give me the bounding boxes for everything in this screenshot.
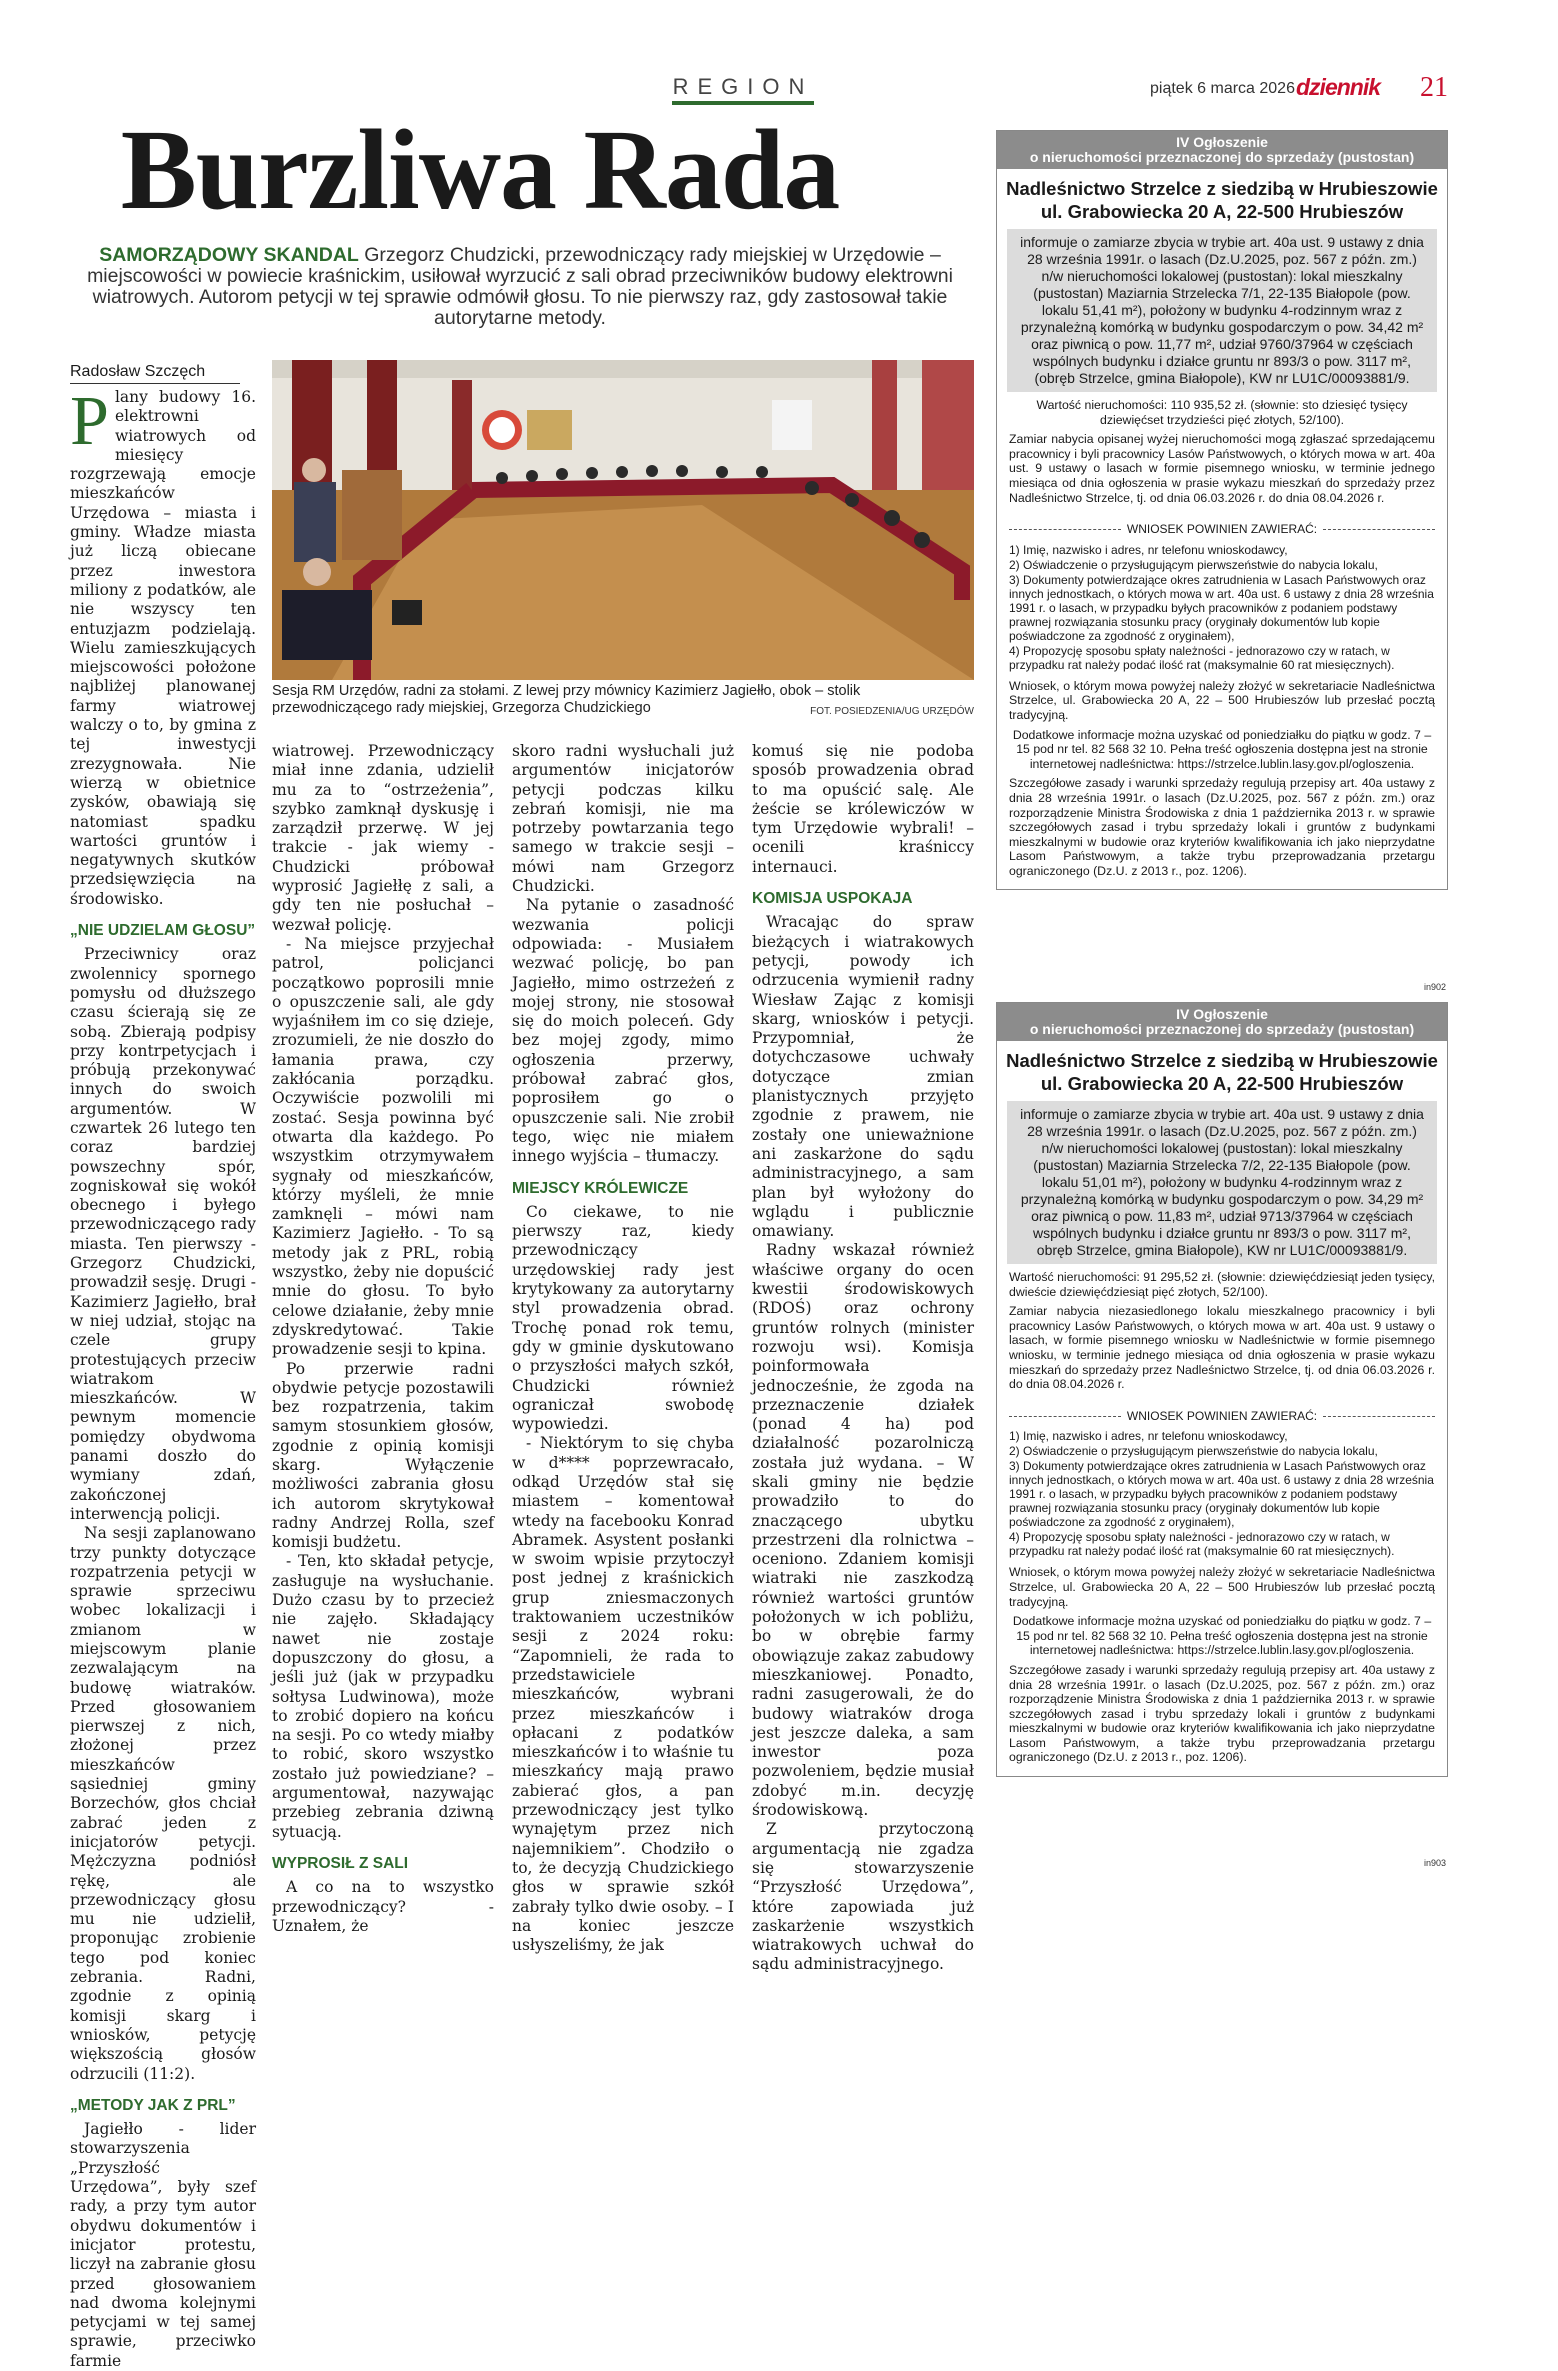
notice-footer <box>997 1559 1447 1776</box>
lead <box>70 245 970 329</box>
notice-eligibility: Zamiar nabycia niezasiedlonego lokalu mieszkalnego pracownicy i byli pracownicy Lasów Państwowych, o których mowa w art. 40a ust. 9 ustawy o lasach, w formie pisemnego wniosku w Nadleśnictwie w formie pisemnego wniosku, w terminie jednego miesiąca od dnia ogłoszenia w prasie wykazu mieszkań do sprzedaży przez Nadleśnictwo Strzelce, tj. od dnia 06.03.2026 r. do dnia 08.04.2026 r. <box>1009 1304 1435 1392</box>
ad-code: in902 <box>1424 982 1447 992</box>
requirement-item: 1) Imię, nazwisko i adres, nr telefonu wnioskodawcy, <box>1009 1429 1288 1444</box>
notice-contact-info: Dodatkowe informacje można uzyskać od poniedziałku do piątku w godz. 7 – 15 pod nr tel. 82 568 32 10. Pełna treść ogłoszenia dostępna jest na stronie internetowej nadleśnictwa: https://strzelce.lublin.lasy.gov.pl/ogloszenia. <box>1012 1614 1432 1658</box>
paragraph: Po przerwie radni obydwie petycje pozostawili bez rozpatrzenia, takim samym stosunkiem głosów, zgodnie z opinią komisji skarg. Wyłączenie możliwości zabrania głosu ich autorom skrytykował radny Andrzej Rolla, szef komisji budżetu. <box>272 1359 494 1552</box>
section-label: REGION <box>672 74 814 99</box>
notice-rules: Szczegółowe zasady i warunki sprzedaży regulują przepisy art. 40a ustawy z dnia 28 września 1991r. o lasach (Dz.U.2025, poz. 567 z późn. zm.) oraz rozporządzenie Ministra Środowiska z dnia 1 października 2013 r. w sprawie szczegółowych zasad i trybu sprzedaży lokali i gruntów z budynkami mieszkalnymi w budowie oraz kryteriów kwalifikowania ich jako nieprzydatne Lasom Państwowym, a także trybu przeprowadzania przetargu ograniczonego (Dz.U. z 2013 r., poz. 1206). <box>1009 776 1435 878</box>
subheading: KOMISJA USPOKAJA <box>752 890 913 908</box>
photo-credit: FOT. POSIEDZENIA/UG URZĘDÓW <box>810 706 974 717</box>
paragraph: - Niektórym to się chyba w d**** poprzewracało, odkąd Urzędów stał się miastem – komentował wtedy na facebooku Konrad Abramek. Asystent posłanki w swoim wpisie przytoczył post jednej z kraśnickich grup zniesmaczonych traktowaniem uczestników sesji z 2024 roku: “Zapomnieli, że rada to przedstawiciele mieszkańców, wybrani przez mieszkańców i opłacani z podatków mieszkańców i to właśnie tu mieszkańcy mają prawo zabierać głos, a pan przewodniczący jest tylko wynajętym przez nich najemnikiem”. Chodziło o to, że decyzją Chudzickiego głos w sprawie szkół zabrały tylko dwie osoby. – I na koniec jeszcze usłyszeliśmy, że jak <box>512 1434 734 1955</box>
paragraph: Na pytanie o zasadność wezwania policji odpowiada: - Musiałem wezwać policję, bo pan Jagiełło, mimo ostrzeżeń z mojej strony, nie stosował się do moich poleceń. Gdy bez mojej zgody, mimo ogłoszenia przerwy, próbował zabrać głos, poprosiłem go o opuszczenie sali. Nie zrobił tego, więc nie miałem innego wyjścia – tłumaczy. <box>512 896 734 1166</box>
photo-caption <box>272 683 974 717</box>
paragraph: A co na to wszystko przewodniczący? - Uznałem, że <box>272 1878 494 1935</box>
lead-kicker: SAMORZĄDOWY SKANDAL <box>99 244 359 266</box>
page-number: 21 <box>1420 72 1448 103</box>
paragraph: Plany budowy 16. elektrowni wiatrowych od miesięcy rozgrzewają emocje mieszkańców Urzędowa – miasta i gminy. Władze miasta już liczą obiecane przez inwestora miliony z podatków, ale nie wszyscy ten entuzjazm podzielają. Wielu zamieszkujących miejscowości położone najbliżej planowanej farmy wiatrowej walczy o to, by gmina z tej inwestycji zrezygnowała. Nie wierzą w obietnice zysków, obawiają się natomiast spadku wartości gruntów i negatywnych skutków przedsięwzięcia na środowisko. <box>70 383 256 908</box>
paragraph: Przeciwnicy oraz zwolennicy spornego pomysłu od dłuższego czasu ścierają się ze sobą. Zbierają podpisy przy kontrpetycjach i próbują przekonywać innych do swoich argumentów. W czwartek 26 lutego ten coraz bardziej powszechny spór, zogniskował się wokół obecnego i byłego przewodniczącego rady miasta. Ten pierwszy - Grzegorz Chudzicki, prowadził sesję. Drugi - Kazimierz Jagiełło, brał w niej udział, stojąc na czele grupy protestujących przeciw wiatrakom mieszkańców. W pewnym momencie pomiędzy obydwoma panami doszło do wymiany zdań, zakończonej interwencją policji. <box>70 945 256 1523</box>
article-column-4 <box>752 742 974 1975</box>
notice-footer <box>997 673 1447 890</box>
brand-logo: dziennik <box>1296 74 1381 100</box>
subheading: WYPROSIŁ Z SALI <box>272 1854 409 1872</box>
notice-body <box>997 1264 1447 1403</box>
requirements-title: WNIOSEK POWINIEN ZAWIERAĆ: <box>1009 1409 1435 1424</box>
notice-submit-info: Wniosek, o którym mowa powyżej należy złożyć w sekretariacie Nadleśnictwa Strzelce, ul. Grabowiecka 20 A, 22 – 500 Hrubieszów lub przesłać pocztą tradycyjną. <box>1009 678 1435 722</box>
notice-organization: Nadleśnictwo Strzelce z siedzibą w Hrubieszowie ul. Grabowiecka 20 A, 22-500 Hrubieszów <box>1006 1050 1438 1094</box>
drop-cap: P <box>70 383 109 460</box>
requirement-item: 4) Propozycję sposobu spłaty należności - jednorazowo czy w ratach, w przypadku rat należy podać ilość rat (maksymalnie 60 rat miesięcznych). <box>1009 643 1395 672</box>
notice-body <box>997 392 1447 516</box>
paragraph: Z przytoczoną argumentacją nie zgadza się stowarzyszenie “Przyszłość Urzędowa”, które zapowiada już zaskarżenie wszystkich wiatrakowych uchwał do sądu administracyjnego. <box>752 1820 974 1974</box>
requirements-list <box>997 543 1447 672</box>
requirement-item: 2) Oświadczenie o przysługującym pierwszeństwie do nabycia lokalu, <box>1009 557 1378 572</box>
notice-value: Wartość nieruchomości: 110 935,52 zł. (słownie: sto dziesięć tysięcy dziewięćset trzydzieści pięć złotych, 52/100). <box>1036 398 1408 427</box>
notice-header: IV Ogłoszenie o nieruchomości przeznaczonej do sprzedaży (pustostan) <box>997 1003 1447 1041</box>
requirement-item: 4) Propozycję sposobu spłaty należności - jednorazowo czy w ratach, w przypadku rat należy podać ilość rat (maksymalnie 60 rat miesięcznych). <box>1009 1530 1395 1559</box>
notice-property-description: informuje o zamiarze zbycia w trybie art. 40a ust. 9 ustawy z dnia 28 września 1991r. o lasach (Dz.U.2025, poz. 567 z późn. zm.) n/w nieruchomości lokalowej (pustostan): lokal mieszkalny (pustostan) Maziarnia Strzelecka 7/1, 22-135 Białopole (pow. lokalu 51,41 m²), położony w budynku 4-rodzinnym wraz z przynależną komórką w budynku gospodarczym o pow. 34,42 m² oraz piwnicą o pow. 11,77 m², udział 9760/37964 w częściach wspólnych budynku i działce gruntu nr 893/3 o pow. 3117 m², (obręb Strzelce, gmina Białopole), KW nr LU1C/00093881/9. <box>1007 229 1437 392</box>
paragraph: Co ciekawe, to nie pierwszy raz, kiedy przewodniczący urzędowskiej rady jest krytykowany za autorytarny styl prowadzenia obrad. Trochę ponad rok temu, gdy w gminie dyskutowano o przyszłości małych szkół, Chudzicki również ograniczał swobodę wypowiedzi. <box>512 1202 734 1434</box>
notice-header: IV Ogłoszenie o nieruchomości przeznaczonej do sprzedaży (pustostan) <box>997 131 1447 169</box>
requirement-item: 3) Dokumenty potwierdzające okres zatrudnienia w Lasach Państwowych oraz innych jednostkach, o których mowa w art. 40a ust. 6 ustawy z dnia 28 września 1991 r. o lasach, w przypadku byłych pracowników z podaniem podstawy prawnej rozwiązania stosunku pracy (oryginały dokumentów lub kopie poświadczone za zgodność z oryginałem), <box>1009 1459 1434 1530</box>
paragraph: - Ten, kto składał petycje, zasługuje na wysłuchanie. Dużo czasu by to przecież nie zajęło. Składający nawet nie zostaje dopuszczony do głosu, a jeśli już (jak w przypadku sołtysa Ludwinowa), może to zrobić dopiero na końcu na sesji. Po co wtedy miałby to robić, skoro wszystko zostało już powiedziane? – argumentował, nazywając przebieg zebrania dziwną sytuacją. <box>272 1552 494 1841</box>
paragraph: Jagiełło - lider stowarzyszenia „Przyszłość Urzędowa”, były szef rady, a przy tym autor obydwu dokumentów i inicjator protestu, liczył na zabranie głosu przed głosowaniem nad dwoma kolejnymi petycjami w tej samej sprawie, przeciwko farmie <box>70 2120 256 2370</box>
council-session-illustration <box>272 360 974 680</box>
article-column-1 <box>70 383 256 2371</box>
issue-date: piątek 6 marca 2026 <box>1150 80 1295 97</box>
requirements-title: WNIOSEK POWINIEN ZAWIERAĆ: <box>1009 522 1435 537</box>
paragraph: Radny wskazał również właściwe organy do ocen kwestii środowiskowych (RDOŚ) oraz ochrony gruntów rolnych (minister rozwoju wsi). Komisja poinformowała jednocześnie, że zgoda na przeznaczenie działek (ponad 4 ha) pod działalność pozarolniczą została już wydana. – W skali gminy nie będzie prowadziło to do znaczącego ubytku przestrzeni dla rolnictwa – oceniono. Zdaniem komisji wiatraki nie zaszkodzą również wartości gruntów położonych w ich pobliżu, bo w obrębie farmy obowiązuje zakaz zabudowy mieszkaniowej. Ponadto, radni zasugerowali, że do budowy wiatraków droga jest jeszcze daleka, a sam inwestor poza pozwoleniem, będzie musiał zdobyć m.in. decyzję środowiskową. <box>752 1241 974 1820</box>
requirements-list <box>997 1429 1447 1558</box>
notice-property-description: informuje o zamiarze zbycia w trybie art. 40a ust. 9 ustawy z dnia 28 września 1991r. o lasach (Dz.U.2025, poz. 567 z późn. zm.) n/w nieruchomości lokalowej (pustostan): lokal mieszkalny (pustostan) Maziarnia Strzelecka 7/2, 22-135 Białopole (pow. lokalu 51,01 m²), położony w budynku 4-rodzinnym wraz z przynależną komórką w budynku gospodarczym o pow. 34,29 m² oraz piwnicą o pow. 11,83 m², udział 9713/37964 w częściach wspólnych budynku i działce gruntu nr 893/3 o pow. 3117 m², obręb Strzelce, gmina Białopole), KW nr LU1C/00093881/9. <box>1007 1101 1437 1264</box>
paragraph: Na sesji zaplanowano trzy punkty dotyczące rozpatrzenia petycji w sprawie sprzeciwu wobec lokalizacji i zmianom w miejscowym planie zezwalającym na budowę wiatraków. Przed głosowaniem pierwszej z nich, złożonej przez mieszkańców sąsiedniej gminy Borzechów, głos chciał zabrać jeden z inicjatorów petycji. Mężczyzna podniósł rękę, ale przewodniczący głosu mu nie udzielił, proponując zrobienie tego pod koniec zebrania. Radni, zgodnie z opinią komisji skarg i wniosków, petycję większością głosów odrzucili (11:2). <box>70 1524 256 2083</box>
ad-code: in903 <box>1424 1858 1447 1868</box>
lead-text: Grzegorz Chudzicki, przewodniczący rady miejskiej w Urzędowie – miejscowości w powiecie kraśnickim, usiłował wyrzucić z sali obrad przeciwników budowy elektrowni wiatrowych. Autorom petycji w tej sprawie odmówił głosu. To nie pierwszy raz, gdy zastosował takie autorytarne metody. <box>87 244 953 329</box>
notice-value: Wartość nieruchomości: 91 295,52 zł. (słownie: dziewięćdziesiąt jeden tysięcy, dwieście dziewięćdziesiąt pięć złotych, 52/100). <box>1009 1270 1435 1299</box>
property-sale-notice-1 <box>996 130 1448 890</box>
article-column-3 <box>512 742 734 1955</box>
caption-text: Sesja RM Urzędów, radni za stołami. Z lewej przy mównicy Kazimierz Jagiełło, obok – stolik przewodniczącego rady miejskiej, Grzegorza Chudzickiego <box>272 683 861 716</box>
subheading: „NIE UDZIELAM GŁOSU” <box>70 922 256 940</box>
subheading: „METODY JAK Z PRL” <box>70 2096 236 2114</box>
article-column-2 <box>272 742 494 1936</box>
paragraph: komuś się nie podoba sposób prowadzenia obrad to ma opuścić salę. Ale żeście se królewiczów w tym Urzędowie wybrali! – ocenili kraśniccy internauci. <box>752 742 974 876</box>
section-rule <box>672 101 814 105</box>
paragraph: wiatrowej. Przewodniczący miał inne zdania, udzielił mu za to “ostrzeżenia”, szybko zamknął dyskusję i zarządził przerwę. W jej trakcie - jak wiemy - Chudzicki próbował wyprosić Jagiełłę z sali, a gdy ten nie posłuchał – wezwał policję. <box>272 742 494 934</box>
requirement-item: 3) Dokumenty potwierdzające okres zatrudnienia w Lasach Państwowych oraz innych jednostkach, o których mowa w art. 40a ust. 6 ustawy z dnia 28 września 1991 r. o lasach, w przypadku byłych pracowników z podaniem podstawy prawnej rozwiązania stosunku pracy (oryginały dokumentów lub kopie poświadczone za zgodność z oryginałem), <box>1009 572 1434 643</box>
council-session-photo <box>272 360 974 680</box>
subheading: MIEJSCY KRÓLEWICZE <box>512 1179 689 1197</box>
notice-contact-info: Dodatkowe informacje można uzyskać od poniedziałku do piątku w godz. 7 – 15 pod nr tel. 82 568 32 10. Pełna treść ogłoszenia dostępna jest na stronie internetowej nadleśnictwa: https://strzelce.lublin.lasy.gov.pl/ogloszenia. <box>1012 727 1432 771</box>
paragraph: skoro radni wysłuchali już argumentów inicjatorów petycji podczas kilku zebrań komisji, nie ma potrzeby powtarzania tego samego w trakcie sesji – mówi nam Grzegorz Chudzicki. <box>512 742 734 896</box>
paragraph: - Na miejsce przyjechał patrol, policjanci początkowo poprosili mnie o opuszczenie sali, ale gdy wyjaśniłem im co się dzieje, zrozumieli, że nie doszło do łamania prawa, czy zakłócania porządku. Oczywiście pozwolili mi zostać. Sesja powinna być otwarta dla każdego. Po wszystkim otrzymywałem sygnały od mieszkańców, którzy myśleli, że mnie zamknęli – mówi nam Kazimierz Jagiełło. - To są metody jak z PRL, robią wszystko, żeby nie dopuścić mnie do głosu. To było celowe działanie, żeby mnie zdyskredytować. Takie prowadzenie sesji to kpina. <box>272 934 494 1359</box>
requirement-item: 2) Oświadczenie o przysługującym pierwszeństwie do nabycia lokalu, <box>1009 1444 1378 1459</box>
notice-submit-info: Wniosek, o którym mowa powyżej należy złożyć w sekretariacie Nadleśnictwa Strzelce, ul. Grabowiecka 20 A, 22 – 500 Hrubieszów lub przesłać pocztą tradycyjną. <box>1009 1565 1435 1609</box>
notice-organization: Nadleśnictwo Strzelce z siedzibą w Hrubieszowie ul. Grabowiecka 20 A, 22-500 Hrubieszów <box>1006 178 1438 222</box>
notice-rules: Szczegółowe zasady i warunki sprzedaży regulują przepisy art. 40a ustawy z dnia 28 września 1991r. o lasach (Dz.U.2025, poz. 567 z późn. zm.) oraz rozporządzenie Ministra Środowiska z dnia 1 października 2013 r. w sprawie szczegółowych zasad i trybu sprzedaży lokali i gruntów z budynkami mieszkalnymi w budowie oraz kryteriów kwalifikowania ich jako nieprzydatne Lasom Państwowym, a także trybu przeprowadzania przetargu ograniczonego (Dz.U. z 2013 r., poz. 1206). <box>1009 1662 1435 1765</box>
requirement-item: 1) Imię, nazwisko i adres, nr telefonu wnioskodawcy, <box>1009 542 1288 557</box>
paragraph: Wracając do spraw bieżących i wiatrakowych petycji, powody ich odrzucenia wymienił radny Wiesław Zając z komisji skarg, wniosków i petycji. Przypomniał, że dotychczasowe uchwały dotyczące zmian planistycznych przyjęto zgodnie z prawem, nie zostały one unieważnione ani zaskarżone do sądu administracyjnego, a sam plan był wyłożony do wglądu i publicznie omawiany. <box>752 913 974 1241</box>
property-sale-notice-2 <box>996 1002 1448 1777</box>
headline: Burzliwa Rada <box>120 106 840 233</box>
author-byline: Radosław Szczęch <box>70 363 240 384</box>
notice-eligibility: Zamiar nabycia opisanej wyżej nieruchomości mogą zgłaszać sprzedającemu pracownicy i byli pracownicy Lasów Państwowych, o których mowa w art. 40a ust. 9 ustawy o lasach w formie pisemnego wniosku, w terminie jednego miesiąca od dnia ogłoszenia w prasie wykazu mieszkań do sprzedaży przez Nadleśnictwo Strzelce, tj. od dnia 06.03.2026 r. do dnia 08.04.2026 r. <box>1009 432 1435 505</box>
